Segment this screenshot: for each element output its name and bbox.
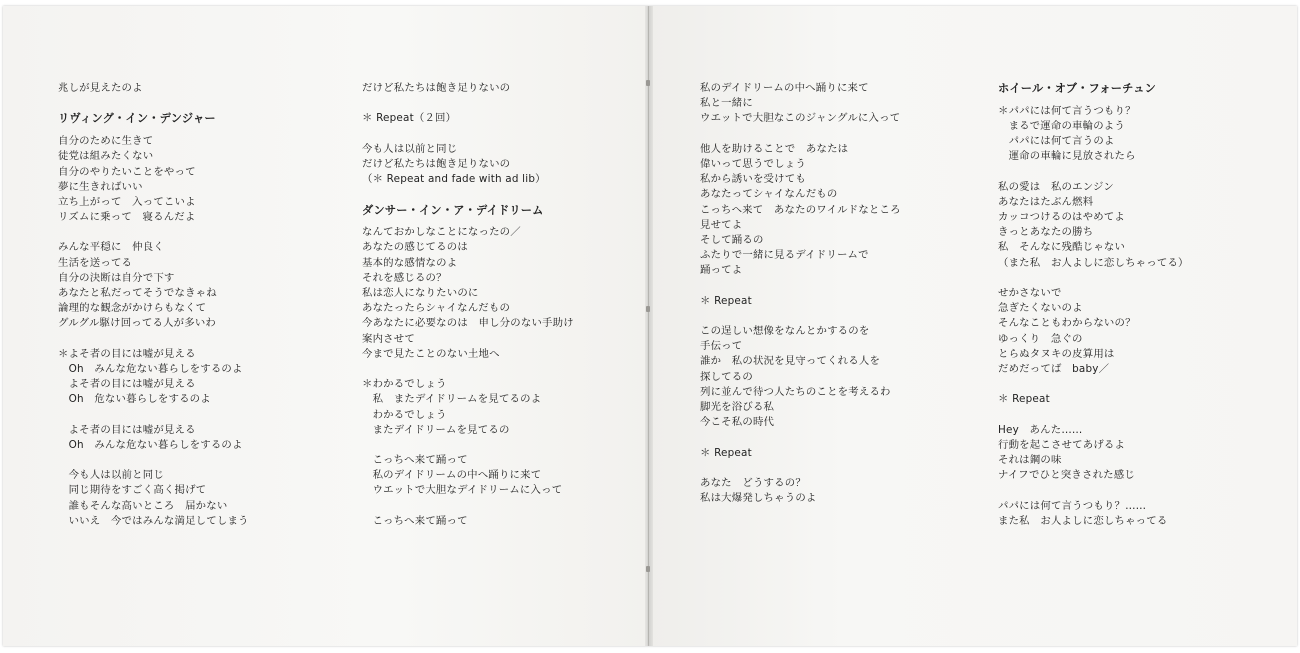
lyric-line: 脚光を浴びる私 xyxy=(700,400,775,413)
lyrics-column-3 xyxy=(700,81,901,506)
lyric-line: Oh 危ない暮らしをするのよ xyxy=(58,393,211,406)
lyric-line: 偉いって思うでしょう xyxy=(700,157,806,170)
lyric-line: パパには何て言うつもり？…… xyxy=(998,499,1147,512)
lyric-line: 徒党は組みたくない xyxy=(58,150,154,163)
lyric-line: あなたはたぶん燃料 xyxy=(998,195,1094,208)
lyric-line: 見せてよ xyxy=(700,218,743,231)
lyric-line: 夢に生きればいい xyxy=(58,180,143,193)
lyric-line: 今こそ私の時代 xyxy=(700,416,775,429)
lyric-line: あなた どうするの？ xyxy=(700,476,806,489)
stanza-gap xyxy=(58,127,249,135)
lyrics-column-2 xyxy=(362,81,574,529)
lyric-line: 誰もそんな高いところ 届かない xyxy=(58,499,228,512)
stanza-gap xyxy=(362,96,574,111)
lyric-line: 運命の車輪に見放されたら xyxy=(998,150,1136,163)
lyric-line: せかさないで xyxy=(998,287,1062,300)
stanza-gap xyxy=(362,499,574,514)
lyric-line: だめだってば baby／ xyxy=(998,362,1110,375)
lyric-line: ＊よそ者の目には嘘が見える xyxy=(58,347,196,360)
lyric-line: 手伝って xyxy=(700,340,743,353)
stanza-gap xyxy=(362,187,574,202)
lyric-line: ふたりで一緒に見るデイドリームで xyxy=(700,249,869,262)
stanza-gap xyxy=(362,218,574,226)
stanza-gap xyxy=(362,362,574,377)
lyric-line: この逞しい想像をなんとかするのを xyxy=(700,325,870,337)
stanza-gap xyxy=(998,408,1189,423)
stanza-gap xyxy=(998,377,1189,392)
lyric-line: また私 お人よしに恋しちゃってる xyxy=(998,514,1168,527)
lyric-line: またデイドリームを見てるの xyxy=(362,423,510,436)
lyric-line: 踊ってよ xyxy=(700,264,743,277)
lyric-line: 自分のやりたいことをやって xyxy=(58,165,196,178)
lyric-line: 基本的な感情なのよ xyxy=(362,256,458,269)
stanza-gap xyxy=(58,453,249,468)
lyric-line: 探してるの xyxy=(700,370,753,383)
lyric-line: Oh みんな危ない暮らしをするのよ xyxy=(58,438,243,451)
lyric-line: いいえ 今ではみんな満足してしまう xyxy=(58,514,249,527)
lyric-line: 他人を助けることで あなたは xyxy=(700,142,849,155)
lyrics-column-4 xyxy=(998,81,1189,529)
staple-mark xyxy=(646,566,650,572)
lyric-line: 私の愛は 私のエンジン xyxy=(998,180,1114,193)
lyric-line: Oh みんな危ない暮らしをするのよ xyxy=(58,362,243,375)
lyric-line: だけど私たちは飽き足りないの xyxy=(362,157,511,170)
lyric-line: そして踊るの xyxy=(700,233,764,246)
lyric-line: （また私 お人よしに恋しちゃってる） xyxy=(998,256,1189,269)
staple-mark xyxy=(646,306,650,312)
lyric-line: まるで運命の車輪のよう xyxy=(998,119,1125,132)
lyric-line: リズムに乗って 寝るんだよ xyxy=(58,211,196,224)
lyric-line: 今も人は以前と同じ xyxy=(362,142,458,155)
stanza-gap xyxy=(700,430,901,445)
stanza-gap xyxy=(700,278,901,293)
lyric-line: 今まで見たことのない土地へ xyxy=(362,347,500,360)
lyric-line: パパには何て言うのよ xyxy=(998,135,1115,148)
lyric-line: 急ぎたくないのよ xyxy=(998,302,1083,315)
lyric-line: ＊パパには何て言うつもり？ xyxy=(998,104,1136,117)
lyric-line: こっちへ来て踊って xyxy=(362,454,468,467)
lyric-line: あなたと私だってそうでなきゃね xyxy=(58,287,217,300)
stanza-gap xyxy=(362,127,574,142)
song-title: ダンサー・イン・ア・デイドリーム xyxy=(362,203,544,217)
lyric-line: 案内させて xyxy=(362,332,415,345)
stanza-gap xyxy=(58,96,249,111)
lyric-line: （＊ Repeat and fade with ad lib） xyxy=(362,173,546,186)
lyric-line: ウエットで大胆なデイドリームに入って xyxy=(362,484,563,497)
stanza-gap xyxy=(700,127,901,142)
lyric-line: 同じ期待をすごく高く掲げて xyxy=(58,484,207,497)
lyric-line: ウエットで大胆なこのジャングルに入って xyxy=(700,112,901,125)
staple-mark xyxy=(646,80,650,86)
stanza-gap xyxy=(998,96,1189,104)
lyric-line: グルグル駆け回ってる人が多いわ xyxy=(58,317,217,330)
lyric-line: 私のデイドリームの中へ踊りに来て xyxy=(700,82,869,94)
lyric-line: 誰か 私の状況を見守ってくれる人を xyxy=(700,355,881,368)
lyric-line: 私 またデイドリームを見てるのよ xyxy=(362,393,542,406)
lyric-line: それは鋼の味 xyxy=(998,454,1062,467)
song-title: ホイール・オブ・フォーチュン xyxy=(998,82,1156,95)
lyric-line: ＊ Repeat xyxy=(700,294,752,307)
lyric-line: ＊わかるでしょう xyxy=(362,378,447,391)
lyric-line: 兆しが見えたのよ xyxy=(58,82,143,94)
lyric-line: なんておかしなことになったの／ xyxy=(362,226,521,239)
lyric-line: こっちへ来て あなたのワイルドなところ xyxy=(700,203,901,216)
lyric-line: きっとあなたの勝ち xyxy=(998,226,1094,239)
binding-gutter xyxy=(645,6,653,646)
lyric-line: わかるでしょう xyxy=(362,408,447,421)
lyrics-column-1 xyxy=(58,81,249,529)
stanza-gap xyxy=(700,461,901,476)
stanza-gap xyxy=(58,332,249,347)
stanza-gap xyxy=(700,309,901,324)
lyric-line: よそ者の目には嘘が見える xyxy=(58,378,196,391)
lyric-line: 私は恋人になりたいのに xyxy=(362,287,479,300)
lyric-line: こっちへ来て踊って xyxy=(362,514,468,527)
stanza-gap xyxy=(998,483,1189,498)
lyric-line: ＊ Repeat xyxy=(700,446,752,459)
stanza-gap xyxy=(998,165,1189,180)
lyric-line: 列に並んで待つ人たちのことを考えるわ xyxy=(700,385,891,398)
lyric-line: ゆっくり 急ぐの xyxy=(998,332,1083,345)
lyric-line: 今も人は以前と同じ xyxy=(58,469,164,482)
lyric-line: だけど私たちは飽き足りないの xyxy=(362,82,511,94)
lyric-line: 私から誘いを受けても xyxy=(700,173,806,186)
lyric-line: ＊ Repeat xyxy=(998,393,1050,406)
lyric-line: 私のデイドリームの中へ踊りに来て xyxy=(362,469,542,482)
lyric-line: 今あなたに必要なのは 申し分のない手助け xyxy=(362,317,574,330)
lyric-line: よそ者の目には嘘が見える xyxy=(58,423,196,436)
lyric-line: 私は大爆発しちゃうのよ xyxy=(700,492,817,505)
lyric-line: そんなこともわからないの？ xyxy=(998,317,1136,330)
lyric-line: みんな平穏に 仲良く xyxy=(58,241,164,254)
stanza-gap xyxy=(998,271,1189,286)
lyric-line: あなたったらシャイなんだもの xyxy=(362,302,511,315)
stanza-gap xyxy=(58,225,249,240)
lyric-line: ナイフでひと突きされた感じ xyxy=(998,469,1135,482)
stanza-gap xyxy=(362,438,574,453)
lyric-line: Hey あんた…… xyxy=(998,423,1083,436)
lyric-line: 私と一緒に xyxy=(700,97,753,110)
lyric-line: あなたの感じてるのは xyxy=(362,241,468,254)
song-title: リヴィング・イン・デンジャー xyxy=(58,112,216,126)
lyric-line: 生活を送ってる xyxy=(58,256,133,269)
lyric-line: あなたってシャイなんだもの xyxy=(700,188,838,201)
lyric-line: 論理的な観念がかけらもなくて xyxy=(58,302,207,315)
lyric-line: カッコつけるのはやめてよ xyxy=(998,211,1125,224)
lyric-line: 立ち上がって 入ってこいよ xyxy=(58,195,196,208)
stanza-gap xyxy=(58,408,249,423)
lyric-line: とらぬタヌキの皮算用は xyxy=(998,347,1115,360)
lyric-line: 自分の決断は自分で下す xyxy=(58,271,175,284)
lyric-line: 行動を起こさせてあげるよ xyxy=(998,438,1126,451)
lyric-line: 自分のために生きて xyxy=(58,135,154,148)
lyric-line: それを感じるの？ xyxy=(362,271,447,284)
lyric-line: 私 そんなに残酷じゃない xyxy=(998,241,1126,254)
lyric-line: ＊ Repeat（２回） xyxy=(362,112,457,125)
